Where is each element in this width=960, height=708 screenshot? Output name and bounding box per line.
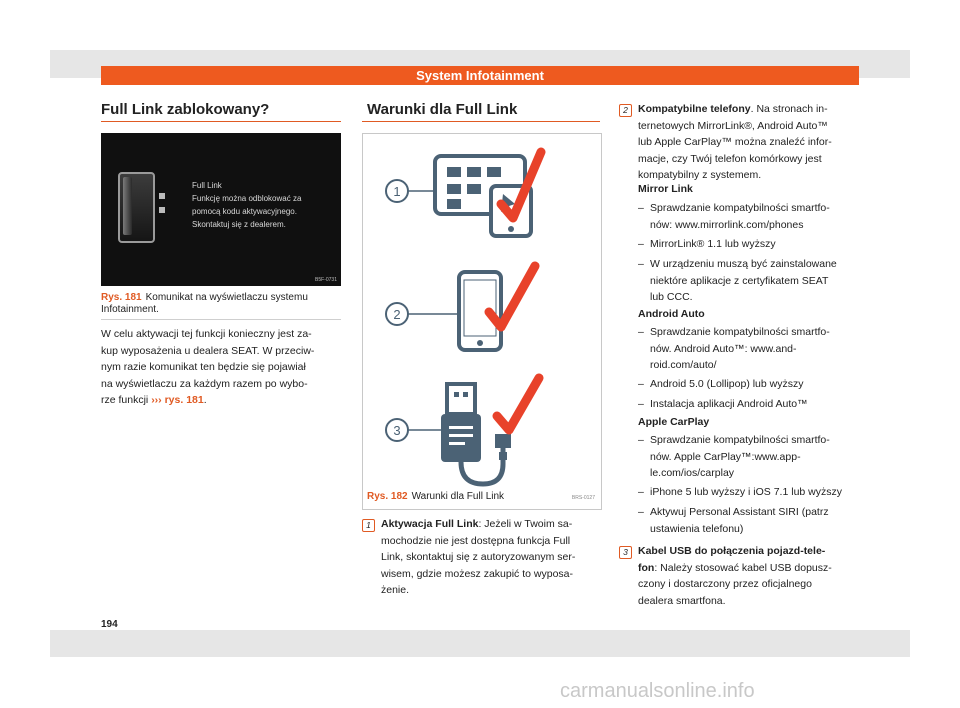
body-line: nym razie komunikat ten będzie się pojawiał [101,361,306,373]
item-1: Aktywacja Full Link: Jeżeli w Twoim sa- mochodzie nie jest dostępna funkcja Full Link, skontaktuj się z autoryzowanym ser- wisem, gdzie możesz zakupić to wyposa- żenie. [381,518,576,596]
callout-label-3: 3 [393,423,401,438]
screen-title: Full Link [192,181,222,190]
watermark: carmanualsonline.info [560,680,755,702]
callout-label-1: 1 [393,184,401,199]
caption-ref: Rys. 181 [101,292,142,303]
subheading-apple-carplay: Apple CarPlay [638,416,710,428]
figure-link[interactable]: ››› rys. 181 [151,394,204,406]
page-number: 194 [101,619,118,630]
figure-181-screen [101,133,341,286]
subheading-android-auto: Android Auto [638,308,705,320]
item-number-badge: 2 [619,104,632,117]
item-2: Kompatybilne telefony. Na stronach in- ternetowych MirrorLink®, Android Auto™ lub Apple CarPlay™ można znaleźć infor- macje, czy Twój telefon komórkowy jest kompatybilny z systemem. [638,103,832,181]
usb-port-icon [159,193,165,199]
caption-text: Warunki dla Full Link [411,491,505,502]
caption-rule [101,319,341,320]
usb-cable-icon [441,384,511,484]
figure-182 [362,133,602,510]
phone-highlight [123,177,132,235]
figure-code: BRS-0127 [571,495,595,501]
figure-code: B5F-0731 [315,277,337,283]
body-line: na wyświetlaczu za każdym razem po wybo- [101,377,308,390]
caption-text: Infotainment. [101,304,159,315]
left-body [101,326,346,409]
screen-line: Skontaktuj się z dealerem. [192,220,286,229]
item-title: Aktywacja Full Link [381,518,479,530]
caption-ref: Rys. 182 [367,491,408,502]
left-heading: Full Link zablokowany? [101,101,270,118]
middle-heading: Warunki dla Full Link [367,101,518,118]
item-title: Kabel USB do połączenia pojazd-tele- [638,545,826,557]
body-line: kup wyposażenia u dealera SEAT. W przeciw- [101,344,315,357]
checkmark-icon [497,378,539,430]
middle-heading-rule [362,121,600,122]
figure-caption-182 [367,491,504,503]
figure-182-illustration [363,134,601,509]
smartphone-icon [459,272,501,350]
body-line: W celu aktywacji tej funkcji konieczny jest za- [101,328,312,340]
callout-label-2: 2 [393,307,401,322]
screen-line: pomocą kodu aktywacyjnego. [192,207,297,216]
section-header: System Infotainment [101,66,859,85]
usb-port-icon [159,207,165,213]
item-number-badge: 1 [362,519,375,532]
figure-caption-181 [101,292,341,316]
body-line: rze funkcji ››› rys. 181. [101,394,207,406]
item-number-badge: 3 [619,546,632,559]
left-heading-rule [101,121,341,122]
caption-text: Komunikat na wyświetlaczu systemu [145,292,308,303]
item-title: Kompatybilne telefony [638,103,751,115]
item-3: Kabel USB do połączenia pojazd-tele- fon: Należy stosować kabel USB dopusz- czony i dostarczony przez oficjalnego dealera smartfona. [638,545,832,607]
screen-line: Funkcję można odblokować za [192,194,302,203]
subheading-mirror-link: Mirror Link [638,183,693,195]
